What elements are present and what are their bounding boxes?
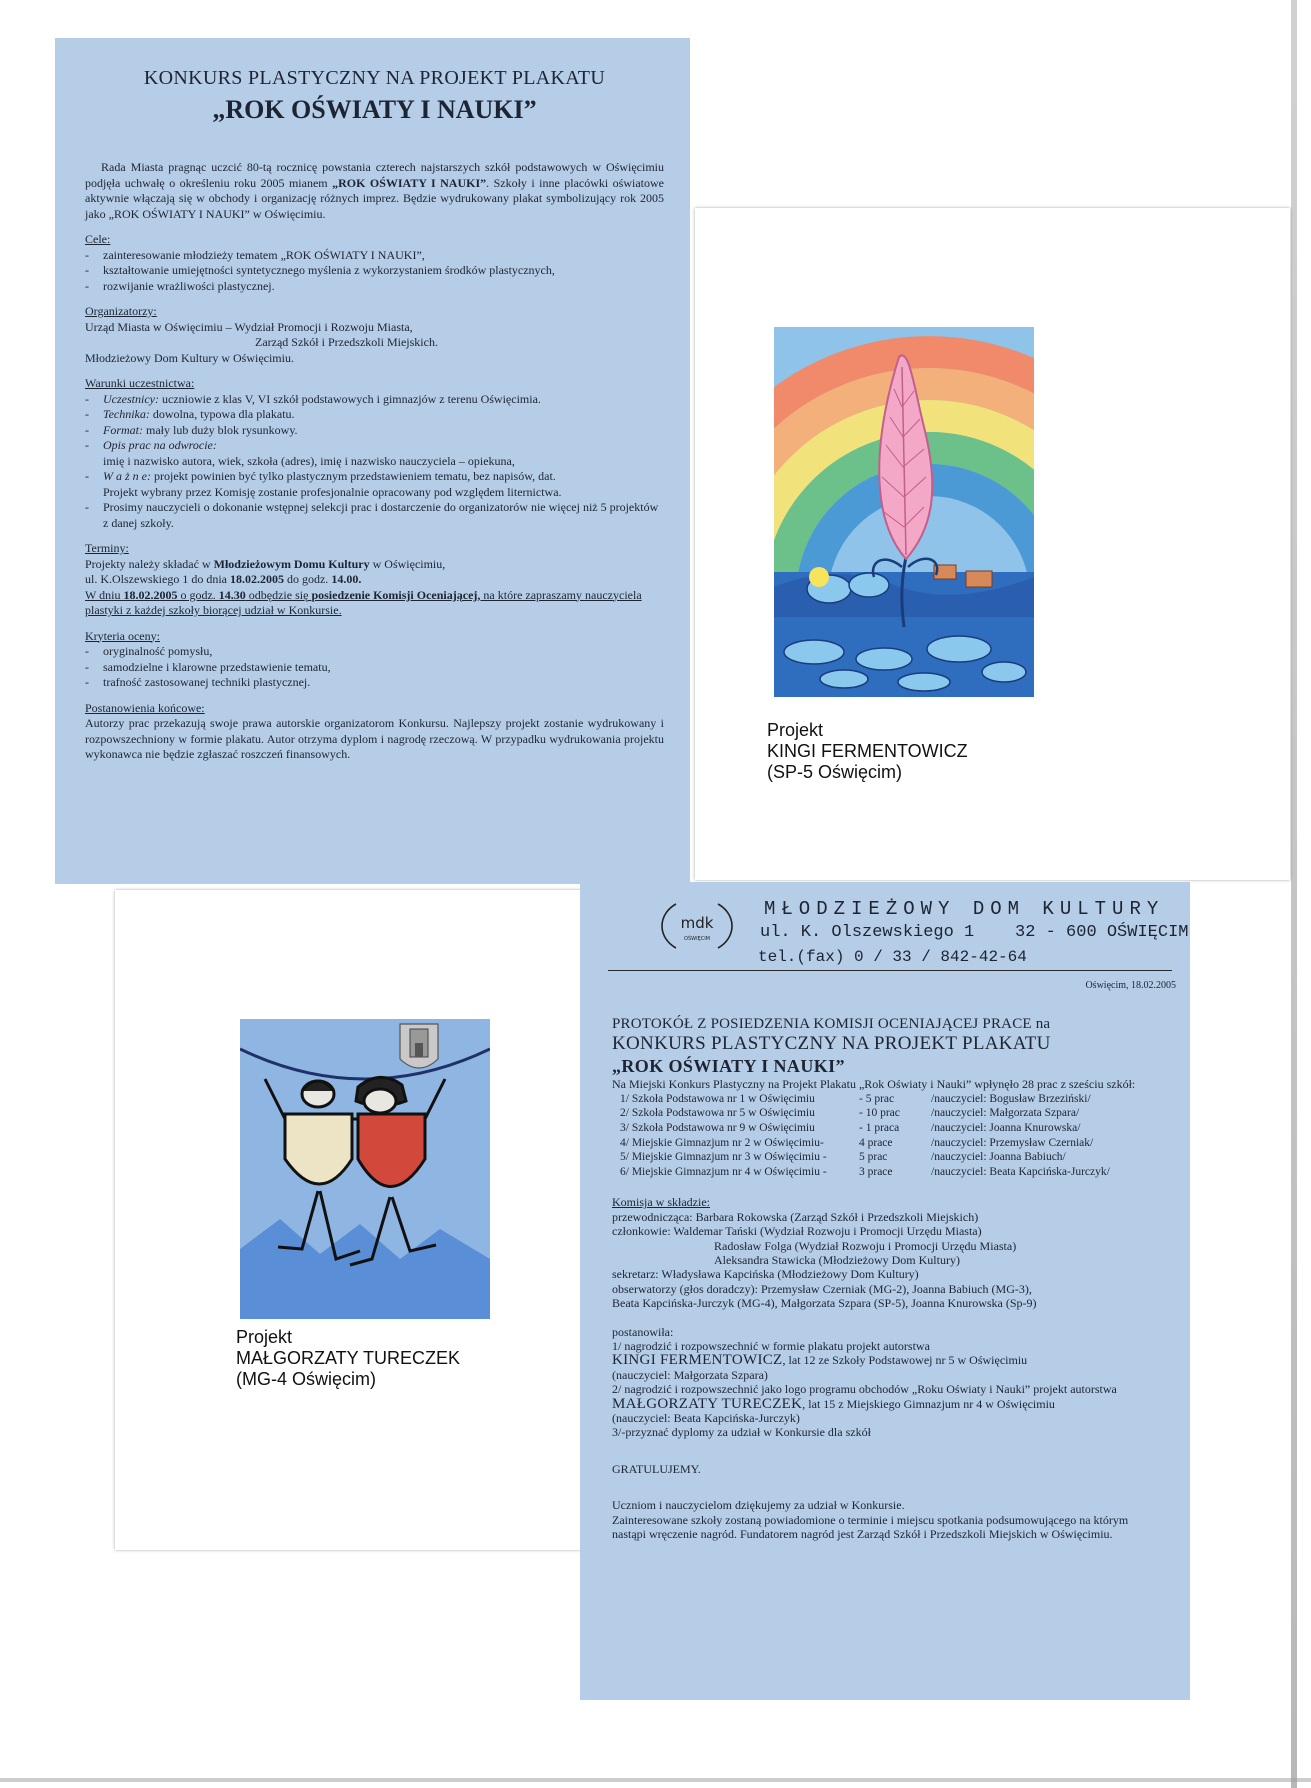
two-children-logo-painting: [240, 1019, 490, 1319]
protocol-intro: Na Miejski Konkurs Plastyczny na Projekt Plakatu „Rok Oświaty i Nauki” wpłynęło 28 prac z sześciu szkół:: [612, 1077, 1136, 1092]
conditions-heading: Warunki uczestnictwa:: [85, 376, 195, 390]
closing-thanks: Uczniom i nauczycielom dziękujemy za udział w Konkursie.: [612, 1498, 905, 1513]
commission-heading: Komisja w składzie:: [612, 1195, 710, 1210]
table-row: 4/ Miejskie Gimnazjum nr 2 w Oświęcimiu- 4 prace /nauczyciel: Przemysław Czerniak/: [620, 1136, 1094, 1149]
final-heading: Postanowienia końcowe:: [85, 700, 205, 715]
decision-teacher: (nauczyciel: Beata Kapcińska-Jurczyk): [612, 1411, 800, 1426]
goal-item: - zainteresowanie młodzieży tematem „ROK OŚWIATY I NAUKI”,: [85, 248, 664, 264]
deadline-line: ul. K.Olszewskiego 1 do dnia 18.02.2005 do godz. 14.00.: [85, 572, 362, 586]
protocol-title: PROTOKÓŁ Z POSIEDZENIA KOMISJI OCENIAJĄCEJ PRACE na: [612, 1016, 1051, 1033]
criteria-item: - samodzielne i klarowne przedstawienie tematu,: [85, 660, 664, 676]
table-row: 2/ Szkoła Podstawowa nr 5 w Oświęcimiu - 10 prac /nauczyciel: Małgorzata Szpara/: [620, 1107, 1080, 1120]
rainbow-poster-painting: [774, 327, 1034, 697]
decision-teacher: (nauczyciel: Małgorzata Szpara): [612, 1367, 768, 1382]
mdk-logo-text: mdk: [680, 914, 714, 932]
mdk-address: ul. K. Olszewskiego 1 32 - 600 OŚWIĘCIM: [760, 923, 1189, 942]
decision-item: 3/-przyznać dyplomy za udział w Konkursie dla szkół: [612, 1425, 871, 1440]
protocol-contest-name: „ROK OŚWIATY I NAUKI”: [612, 1056, 845, 1077]
commission-member: członkowie: Waldemar Tański (Wydział Rozwoju i Promocji Urzędu Miasta): [612, 1224, 982, 1239]
condition-item: - Prosimy nauczycieli o dokonanie wstępnej selekcji prac i dostarczenie do organizatorów nie więcej niż 5 projektów z danej szkoły.: [85, 500, 664, 531]
condition-item: - Opis prac na odwrocie:: [85, 438, 664, 454]
mdk-logo-subtext: OŚWIĘCIM: [684, 936, 710, 942]
goals-section: [85, 232, 664, 294]
mdk-letterhead: [608, 882, 1189, 971]
criteria-heading: Kryteria oceny:: [85, 628, 160, 643]
mdk-logo: [658, 896, 736, 956]
project-sheet-fermentowicz: [695, 208, 1290, 880]
criteria-section: [85, 629, 664, 691]
organizers-section: [85, 304, 664, 366]
condition-detail: Projekt wybrany przez Komisję zostanie profesjonalnie opracowany pod względem liternictwa.: [103, 484, 562, 499]
page-edge-shadow: [1291, 0, 1297, 1788]
deadline-heading: Terminy:: [85, 541, 129, 555]
table-row: 5/ Miejskie Gimnazjum nr 3 w Oświęcimiu - 5 prac /nauczyciel: Joanna Babiuch/: [620, 1151, 1066, 1164]
page-bottom-edge: [0, 1778, 1311, 1782]
commission-observers: obserwatorzy (głos doradczy): Przemysław Czerniak (MG-2), Joanna Babiuch (MG-3),: [612, 1281, 1032, 1296]
announcement-subtitle: „ROK OŚWIATY I NAUKI”: [212, 95, 537, 124]
organizer-line: Zarząd Szkół i Przedszkoli Miejskich.: [255, 335, 438, 349]
conditions-section: [85, 376, 664, 531]
competition-announcement: [55, 38, 690, 884]
goal-item: - rozwijanie wrażliwości plastycznej.: [85, 279, 664, 295]
project-caption-fermentowicz: Projekt KINGI FERMENTOWICZ (SP-5 Oświęcim): [767, 720, 968, 782]
project-sheet-tureczek: [115, 890, 610, 1550]
decision-item: 2/ nagrodzić i rozpowszechnić jako logo programu obchodów „Roku Oświaty i Nauki” projekt autorstwa: [612, 1382, 1117, 1397]
closing-info: Zainteresowane szkoły zostaną powiadomione o terminie i miejscu spotkania podsumowującego na którym nastąpi wręczenie nagród. Fundatorem nagród jest Zarząd Szkół i Przedszkoli Miejskich w Oświęcimiu.: [612, 1512, 1129, 1542]
commission-observers: Beata Kapcińska-Jurczyk (MG-4), Małgorzata Szpara (SP-5), Joanna Knurowska (Sp-9): [612, 1296, 1037, 1311]
goals-heading: Cele:: [85, 232, 111, 246]
condition-item: - Uczestnicy: uczniowie z klas V, VI szkół podstawowych i gimnazjów z terenu Oświęcimia.: [85, 392, 664, 408]
final-section: [85, 701, 664, 763]
organizers-heading: Organizatorzy:: [85, 304, 157, 318]
schools-list: [612, 1092, 1110, 1180]
protocol-date: Oświęcim, 18.02.2005: [1085, 980, 1176, 991]
organizer-line: Urząd Miasta w Oświęcimiu – Wydział Promocji i Rozwoju Miasta,: [85, 319, 413, 334]
deadline-meeting: W dniu 18.02.2005 o godz. 14.30 odbędzie się posiedzenie Komisji Oceniającej, na które zapraszamy nauczyciela plastyki z każdej szkoły biorącej udział w Konkursie.: [85, 587, 642, 617]
announcement-intro: Rada Miasta pragnąc uczcić 80-tą rocznicę powstania czterech najstarszych szkół podstawowych w Oświęcimiu podjęła uchwałę o określeniu roku 2005 mianem „ROK OŚWIATY I NAUKI”. Szkoły i inne placówki oświatowe aktywnie włączają się w obchody i organizację różnych imprez. Będzie wydrukowany plakat symbolizujący rok 2005 jako „ROK OŚWIATY I NAUKI” w Oświęcimiu.: [85, 160, 665, 221]
congratulations: GRATULUJEMY.: [612, 1461, 701, 1476]
criteria-item: - trafność zastosowanej techniki plastycznej.: [85, 675, 664, 691]
project-caption-tureczek: Projekt MAŁGORZATY TURECZEK (MG-4 Oświęcim): [236, 1327, 461, 1389]
deadline-section: [85, 541, 664, 619]
decision-item: 1/ nagrodzić i rozpowszechnić w formie plakatu projekt autorstwa: [612, 1339, 930, 1354]
closing-section: [612, 1498, 1160, 1541]
commission-member: Radosław Folga (Wydział Rozwoju i Promocji Urzędu Miasta): [714, 1238, 1017, 1253]
decisions-heading: postanowiła:: [612, 1324, 674, 1339]
table-row: 1/ Szkoła Podstawowa nr 1 w Oświęcimiu - 5 prac /nauczyciel: Bogusław Brzeziński/: [620, 1092, 1091, 1105]
decisions-section: [612, 1325, 1160, 1440]
decision-winner: MAŁGORZATY TURECZEK, lat 15 z Miejskiego Gimnazjum nr 4 w Oświęcimiu: [612, 1395, 1055, 1412]
condition-item: - Format: mały lub duży blok rysunkowy.: [85, 423, 664, 439]
commission-member: Aleksandra Stawicka (Młodzieżowy Dom Kultury): [714, 1253, 960, 1267]
commission-secretary: sekretarz: Władysława Kapcińska (Młodzieżowy Dom Kultury): [612, 1267, 919, 1282]
commission-chair: przewodnicząca: Barbara Rokowska (Zarząd Szkół i Przedszkoli Miejskich): [612, 1209, 979, 1224]
condition-item: - Technika: dowolna, typowa dla plakatu.: [85, 407, 664, 423]
condition-item: - W a ż n e: projekt powinien być tylko plastycznym przedstawieniem tematu, bez napisów, dat.: [85, 469, 664, 485]
mdk-name: MŁODZIEŻOWY DOM KULTURY: [764, 898, 1165, 920]
announcement-title: KONKURS PLASTYCZNY NA PROJEKT PLAKATU: [143, 67, 606, 89]
table-row: 6/ Miejskie Gimnazjum nr 4 w Oświęcimiu - 3 prace /nauczyciel: Beata Kapcińska-Jurczyk/: [620, 1165, 1110, 1178]
final-text: Autorzy prac przekazują swoje prawa autorskie organizatorom Konkursu. Najlepszy projekt zostanie wydrukowany i rozpowszechniony w formie plakatu. Autor otrzyma dyplom i nagrodę rzeczową. W przypadku wydrukowania projektu wykonawca nie będzie zgłaszać roszczeń finansowych.: [85, 716, 664, 761]
condition-detail: imię i nazwisko autora, wiek, szkoła (adres), imię i nazwisko nauczyciela – opiekuna,: [103, 453, 515, 468]
criteria-item: - oryginalność pomysłu,: [85, 644, 664, 660]
commission-protocol: [580, 882, 1190, 1700]
organizer-line: Młodzieżowy Dom Kultury w Oświęcimiu.: [85, 350, 294, 365]
decision-winner: KINGI FERMENTOWICZ, lat 12 ze Szkoły Podstawowej nr 5 w Oświęcimiu: [612, 1352, 1028, 1369]
mdk-phone: tel.(fax) 0 / 33 / 842-42-64: [758, 948, 1027, 966]
protocol-subtitle: KONKURS PLASTYCZNY NA PROJEKT PLAKATU: [612, 1033, 1051, 1055]
table-row: 3/ Szkoła Podstawowa nr 9 w Oświęcimiu - 1 praca /nauczyciel: Joanna Knurowska/: [620, 1122, 1081, 1134]
deadline-line: Projekty należy składać w Młodzieżowym Domu Kultury w Oświęcimiu,: [85, 556, 446, 571]
goal-item: - kształtowanie umiejętności syntetycznego myślenia z wykorzystaniem środków plastycznych,: [85, 263, 664, 279]
commission-section: [612, 1195, 1160, 1310]
